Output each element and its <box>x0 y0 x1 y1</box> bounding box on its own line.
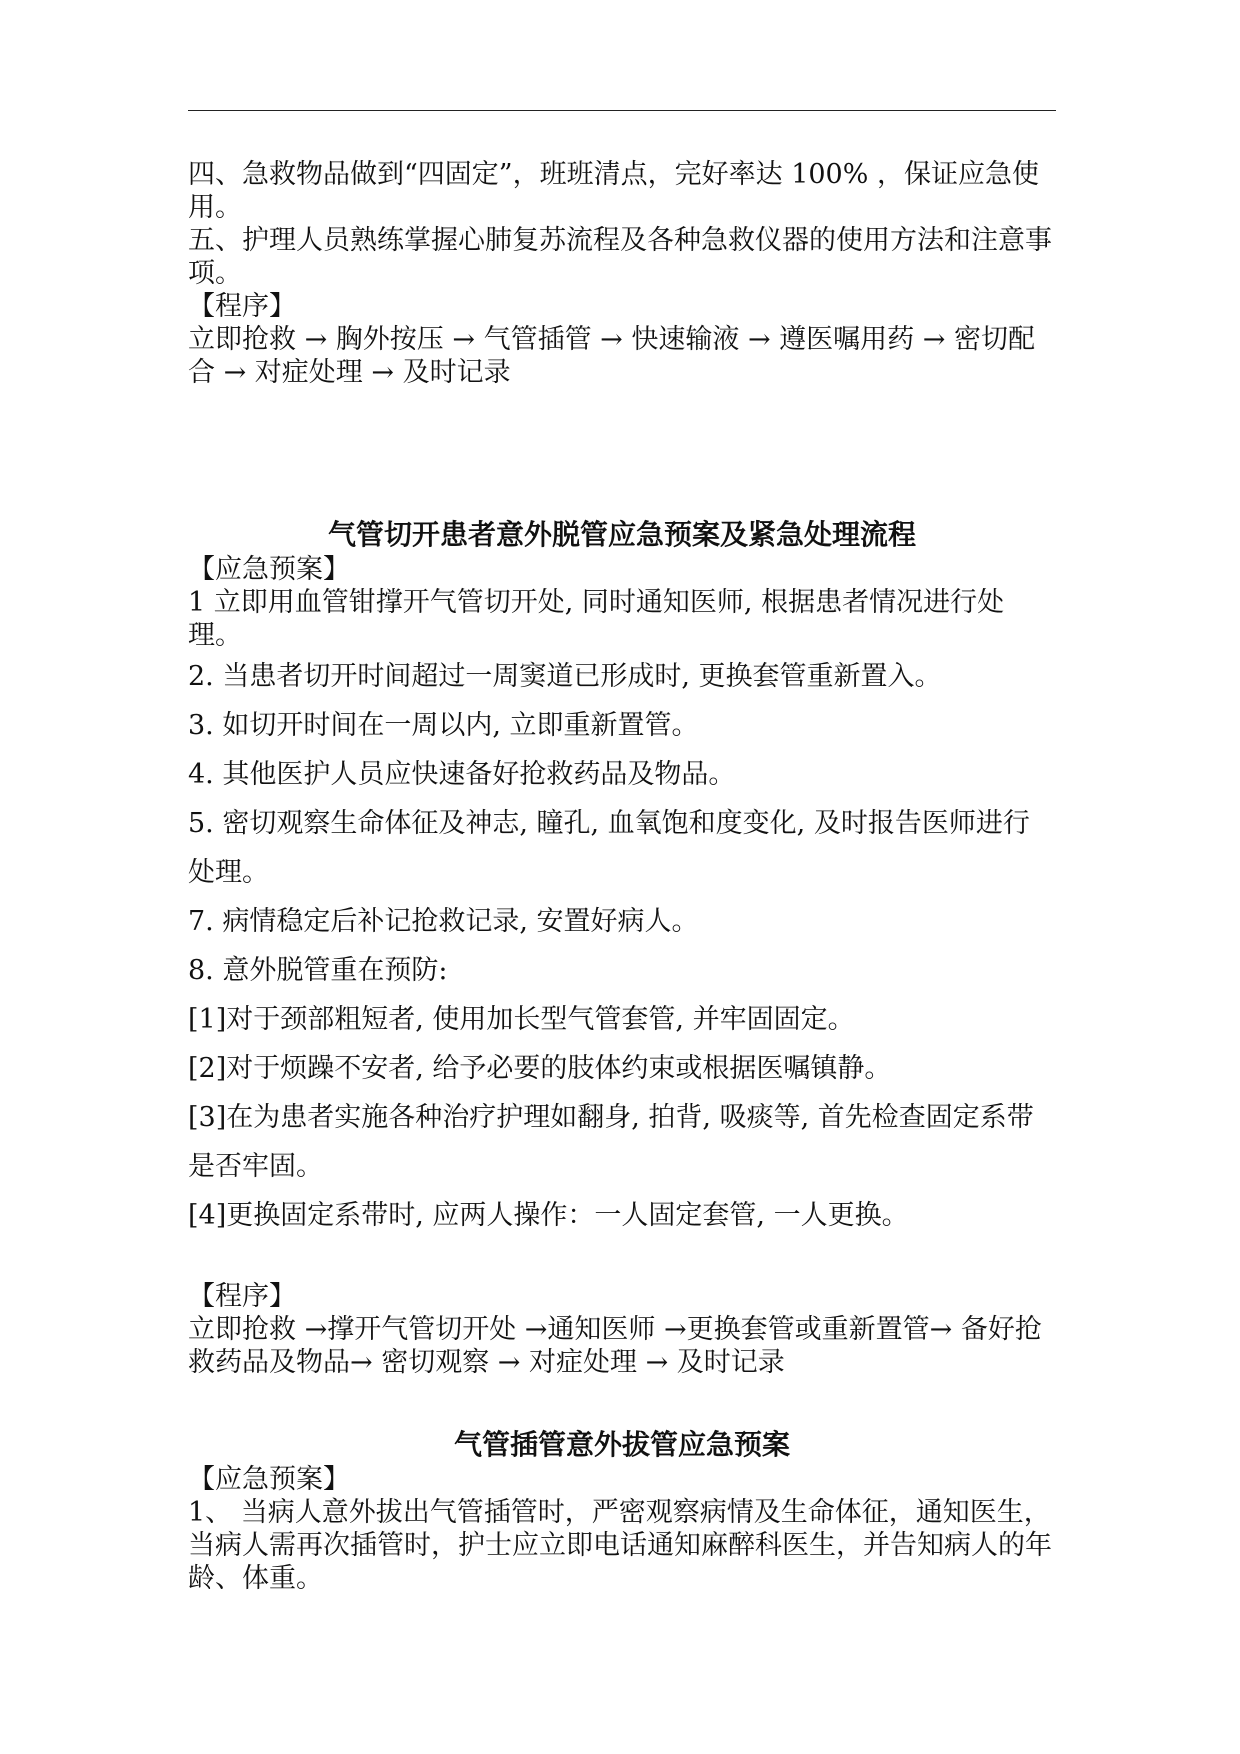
paragraph-four: 四、急救物品做到“四固定”，班班清点，完好率达 100% ，保证应急使用。 <box>188 159 1039 223</box>
plan-item-2: 2. 当患者切开时间超过一周窦道已形成时, 更换套管重新置入。 <box>188 661 942 692</box>
paragraph-five: 五、护理人员熟练掌握心肺复苏流程及各种急救仪器的使用方法和注意事项。 <box>188 225 1052 289</box>
procedure-flow-tracheotomy: 立即抢救 →撑开气管切开处 →通知医师 →更换套管或重新置管→ 备好抢救药品及物品→ 密切观察 → 对症处理 → 及时记录 <box>188 1314 1042 1378</box>
procedure-flow: 立即抢救 → 胸外按压 → 气管插管 → 快速输液 → 遵医嘱用药 → 密切配合 → 对症处理 → 及时记录 <box>188 324 1035 388</box>
header-rule <box>188 110 1056 111</box>
plan-item-4: 4. 其他医护人员应快速备好抢救药品及物品。 <box>188 759 736 790</box>
prevention-item-4: [4]更换固定系带时, 应两人操作：一人固定套管, 一人更换。 <box>188 1200 909 1231</box>
procedure-heading: 【程序】 <box>188 291 296 322</box>
intubation-item-1: 1、 当病人意外拔出气管插管时，严密观察病情及生命体征，通知医生，当病人需再次插管时，护士应立即电话通知麻醉科医生，并告知病人的年龄、体重。 <box>188 1497 1052 1594</box>
section-title-tracheotomy: 气管切开患者意外脱管应急预案及紧急处理流程 <box>327 518 916 551</box>
plan-heading-intubation: 【应急预案】 <box>188 1464 350 1495</box>
plan-heading: 【应急预案】 <box>188 554 350 585</box>
plan-item-5: 5. 密切观察生命体征及神志, 瞳孔, 血氧饱和度变化, 及时报告医师进行处理。 <box>188 808 1030 888</box>
plan-item-3: 3. 如切开时间在一周以内, 立即重新置管。 <box>188 710 699 741</box>
prevention-item-2: [2]对于烦躁不安者, 给予必要的肢体约束或根据医嘱镇静。 <box>188 1053 892 1084</box>
plan-item-8: 8. 意外脱管重在预防: <box>188 955 448 986</box>
plan-item-7: 7. 病情稳定后补记抢救记录, 安置好病人。 <box>188 906 699 937</box>
section-title-intubation: 气管插管意外拔管应急预案 <box>453 1428 790 1461</box>
document-page <box>188 158 1056 1595</box>
plan-item-1: 1 立即用血管钳撑开气管切开处, 同时通知医师, 根据患者情况进行处理。 <box>188 587 1005 651</box>
prevention-item-1: [1]对于颈部粗短者, 使用加长型气管套管, 并牢固固定。 <box>188 1004 855 1035</box>
procedure-heading-tracheotomy: 【程序】 <box>188 1281 296 1312</box>
prevention-item-3: [3]在为患者实施各种治疗护理如翻身, 拍背, 吸痰等, 首先检查固定系带是否牢固。 <box>188 1102 1034 1182</box>
